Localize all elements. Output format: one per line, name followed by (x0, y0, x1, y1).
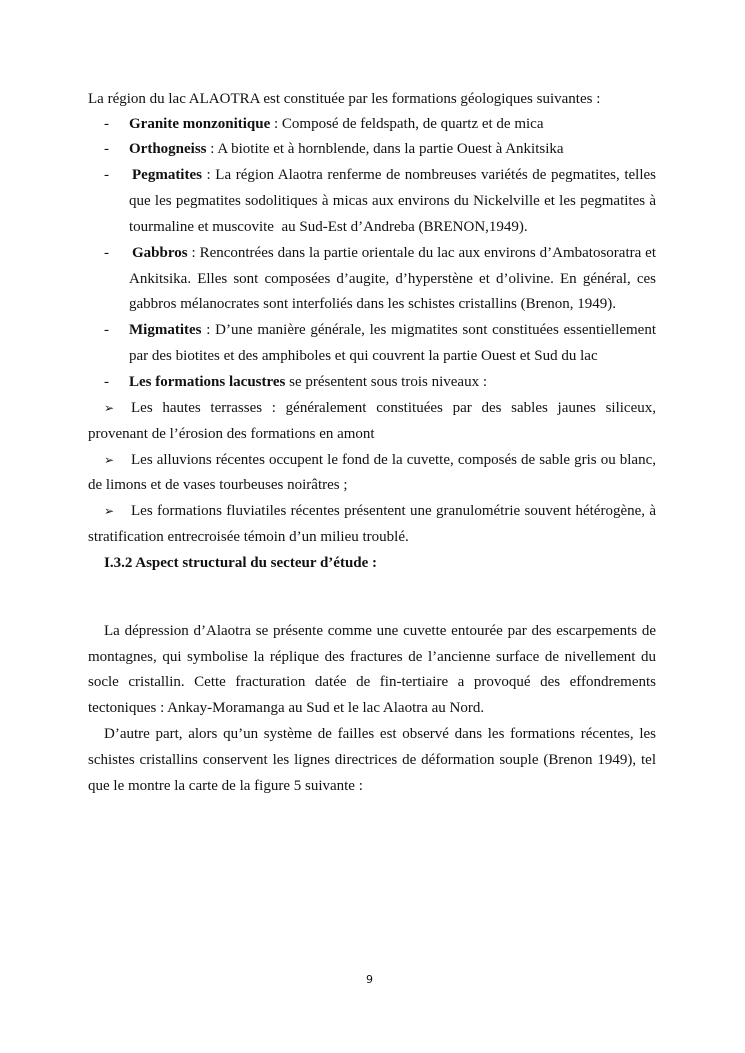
paragraph-line: socle cristallin. Cette fracturation datée de fin-tertiaire a provoqué des effondrements (88, 674, 656, 690)
paragraph-line: montagnes, qui symbolise la réplique des fractures de l’ancienne surface de nivellement du (88, 649, 656, 665)
item-text: : Rencontrées dans la partie orientale du lac aux environs d’Ambatosoratra et (187, 245, 656, 261)
term: Granite monzonitique (129, 116, 271, 132)
item-text: Ankitsika. Elles sont composées d’augite, d’hyperstène et d’olivine. En général, ces (129, 271, 656, 287)
term: Pegmatites (132, 167, 202, 183)
intro-text: La région du lac ALAOTRA est constituée par les formations géologiques suivantes : (88, 91, 601, 107)
item-text: : Composé de feldspath, de quartz et de mica (270, 116, 544, 132)
dash-bullet: - (104, 322, 109, 338)
paragraph-line: tectoniques : Ankay-Moramanga au Sud et le lac Alaotra au Nord. (88, 700, 485, 716)
arrow-bullet-icon: ➢ (104, 401, 115, 415)
item-text: : La région Alaotra renferme de nombreuses variétés de pegmatites, telles (201, 167, 656, 183)
paragraph-line: schistes cristallins conservent les lignes directrices de déformation souple (Brenon 1949), tel (88, 752, 656, 768)
list-item (132, 166, 656, 184)
item-text: par des biotites et des amphiboles et qui couvrent la partie Ouest et Sud du lac (129, 348, 598, 364)
dash-bullet: - (104, 167, 109, 183)
dash-bullet: - (104, 141, 109, 157)
dash-bullet: - (104, 245, 109, 261)
list-item (132, 244, 656, 262)
section-heading: I.3.2 Aspect structural du secteur d’étude : (104, 555, 378, 571)
term: Migmatites (129, 322, 202, 338)
paragraph-line: La dépression d’Alaotra se présente comme une cuvette entourée par des escarpements de (104, 623, 656, 639)
level-text: Les formations fluviatiles récentes présentent une granulométrie souvent hétérogène, à (131, 503, 656, 519)
paragraph-line: D’autre part, alors qu’un système de failles est observé dans les formations récentes, les (104, 726, 656, 742)
level-text: Les alluvions récentes occupent le fond de la cuvette, composés de sable gris ou blanc, (131, 452, 656, 468)
term: Orthogneiss (129, 141, 207, 157)
list-item (129, 140, 564, 158)
item-text: : D’une manière générale, les migmatites sont constituées essentiellement (201, 322, 656, 338)
level-text: de limons et de vases tourbeuses noirâtres ; (88, 477, 348, 493)
arrow-bullet-icon: ➢ (104, 504, 115, 518)
item-text: gabbros mélanocrates sont interfoliés dans les schistes cristallins (Brenon, 1949). (129, 296, 616, 312)
item-text: se présentent sous trois niveaux : (285, 374, 488, 390)
dash-bullet: - (104, 374, 109, 390)
list-item (129, 115, 544, 133)
page-number: 9 (366, 973, 373, 986)
paragraph-line: que le montre la carte de la figure 5 suivante : (88, 778, 363, 794)
dash-bullet: - (104, 116, 109, 132)
term: Les formations lacustres (129, 374, 286, 390)
item-text: que les pegmatites sodolitiques à micas aux environs du Nickelville et les pegmatites à (129, 193, 656, 209)
list-item (129, 321, 656, 339)
level-text: stratification entrecroisée témoin d’un milieu troublé. (88, 529, 409, 545)
level-text: Les hautes terrasses : généralement constituées par des sables jaunes siliceux, (131, 400, 656, 416)
list-item (129, 373, 487, 391)
arrow-bullet-icon: ➢ (104, 453, 115, 467)
level-text: provenant de l’érosion des formations en amont (88, 426, 375, 442)
term: Gabbros (132, 245, 188, 261)
item-text: : A biotite et à hornblende, dans la partie Ouest à Ankitsika (206, 141, 564, 157)
item-text: tourmaline et muscovite au Sud-Est d’Andreba (BRENON,1949). (129, 219, 528, 235)
